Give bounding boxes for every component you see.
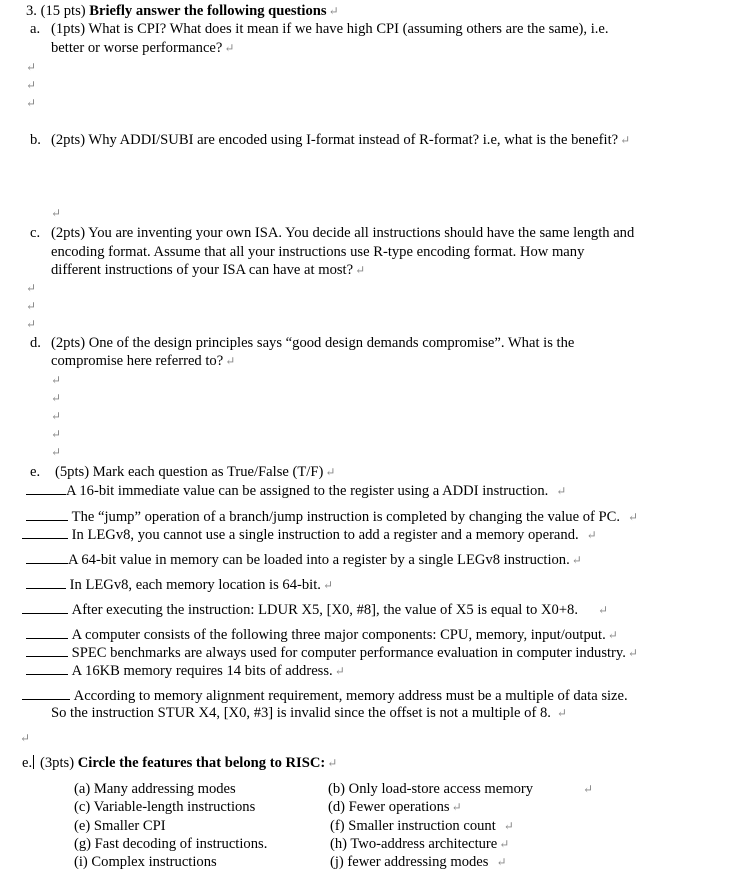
return-mark-icon: ↵	[26, 299, 37, 313]
return-mark-icon: ↵	[620, 133, 631, 147]
tf-item: A 16-bit immediate value can be assigned to the register using a ADDI instruction. ↵	[26, 481, 566, 500]
return-mark-icon: ↵	[503, 819, 514, 833]
qd-line1: (2pts) One of the design principles says “good design demands compromise”. What is the	[51, 335, 575, 351]
tf-item: In LEGv8, each memory location is 64-bit. ↵	[26, 575, 333, 594]
answer-blank[interactable]	[26, 481, 66, 495]
qf-points: (3pts)	[40, 755, 75, 771]
return-mark-icon: ↵	[26, 317, 37, 331]
tf-item: The “jump” operation of a branch/jump instruction is completed by changing the value of PC. ↵	[26, 507, 638, 526]
return-mark-icon: ↵	[571, 553, 582, 567]
answer-blank[interactable]	[26, 643, 68, 657]
qa-line1: (1pts) What is CPI? What does it mean if we have high CPI (assuming others are the same), i.e.	[51, 21, 609, 37]
return-mark-icon: ↵	[51, 445, 62, 459]
return-mark-icon: ↵	[627, 646, 638, 660]
return-mark-icon: ↵	[499, 837, 510, 851]
tf-item: SPEC benchmarks are always used for computer performance evaluation in computer industry. ↵	[26, 643, 638, 662]
qa-line2: better or worse performance? ↵	[51, 40, 235, 56]
return-mark-icon: ↵	[327, 756, 338, 770]
return-mark-icon: ↵	[583, 782, 594, 796]
qe-intro: (5pts) Mark each question as True/False (T/F) ↵	[55, 464, 336, 480]
qf-header	[40, 754, 337, 772]
question-points: (15 pts)	[40, 3, 86, 19]
answer-blank[interactable]	[26, 575, 66, 589]
answer-blank[interactable]	[22, 686, 70, 700]
return-mark-icon: ↵	[322, 578, 333, 592]
qc-label: c.	[30, 225, 41, 241]
option-b[interactable]: (b) Only load-store access memory	[328, 781, 534, 797]
return-mark-icon: ↵	[26, 78, 37, 92]
question-header	[26, 2, 339, 20]
return-mark-icon: ↵	[51, 427, 62, 441]
qc-line1: (2pts) You are inventing your own ISA. You decide all instructions should have the same length and	[51, 225, 635, 241]
tf-item: A 16KB memory requires 14 bits of address. ↵	[26, 661, 345, 680]
qd-line2: compromise here referred to? ↵	[51, 353, 236, 369]
qa-label: a.	[30, 21, 41, 37]
return-mark-icon: ↵	[225, 354, 236, 368]
option-i[interactable]: (i) Complex instructions	[74, 854, 217, 870]
return-mark-icon: ↵	[26, 96, 37, 110]
return-mark-icon: ↵	[556, 484, 567, 498]
question-title: Briefly answer the following questions	[89, 3, 327, 19]
return-mark-icon: ↵	[607, 628, 618, 642]
return-mark-icon: ↵	[556, 706, 567, 720]
tf-item: According to memory alignment requirement, memory address must be a multiple of data size.	[22, 686, 628, 705]
tf-item: A 64-bit value in memory can be loaded into a register by a single LEGv8 instruction. ↵	[26, 550, 582, 569]
option-h[interactable]: (h) Two-address architecture ↵	[330, 836, 510, 852]
return-mark-icon: ↵	[328, 4, 339, 18]
qd-label: d.	[30, 335, 41, 351]
return-mark-icon: ↵	[224, 41, 235, 55]
return-mark-icon: ↵	[586, 528, 597, 542]
tf-item: A computer consists of the following three major components: CPU, memory, input/output. ↵	[26, 625, 618, 644]
option-a[interactable]: (a) Many addressing modes	[74, 781, 236, 797]
qf-label: e.	[22, 755, 33, 771]
return-mark-icon: ↵	[628, 510, 639, 524]
qc-line3: different instructions of your ISA can have at most? ↵	[51, 262, 366, 278]
option-g[interactable]: (g) Fast decoding of instructions.	[74, 836, 268, 852]
option-e[interactable]: (e) Smaller CPI	[74, 818, 166, 834]
return-mark-icon: ↵	[20, 731, 31, 745]
return-mark-icon: ↵	[325, 465, 336, 479]
text-cursor	[33, 755, 34, 769]
qf-title: Circle the features that belong to RISC:	[77, 755, 326, 771]
option-c[interactable]: (c) Variable-length instructions	[74, 799, 256, 815]
return-mark-icon: ↵	[334, 664, 345, 678]
return-mark-icon: ↵	[496, 855, 507, 869]
option-d[interactable]: (d) Fewer operations ↵	[328, 799, 462, 815]
question-number: 3.	[26, 3, 37, 19]
answer-blank[interactable]	[22, 600, 68, 614]
answer-blank[interactable]	[26, 625, 68, 639]
return-mark-icon: ↵	[355, 263, 366, 277]
return-mark-icon: ↵	[51, 206, 62, 220]
answer-blank[interactable]	[26, 661, 68, 675]
return-mark-icon: ↵	[26, 60, 37, 74]
tf-item: After executing the instruction: LDUR X5, [X0, #8], the value of X5 is equal to X0+8. ↵	[22, 600, 608, 619]
return-mark-icon: ↵	[598, 603, 609, 617]
tf-item-continuation: So the instruction STUR X4, [X0, #3] is invalid since the offset is not a multiple of 8. ↵	[51, 705, 567, 721]
return-mark-icon: ↵	[26, 281, 37, 295]
return-mark-icon: ↵	[51, 409, 62, 423]
answer-blank[interactable]	[22, 525, 68, 539]
qc-line2: encoding format. Assume that all your instructions use R-type encoding format. How many	[51, 244, 585, 260]
option-f[interactable]: (f) Smaller instruction count ↵	[330, 818, 514, 834]
return-mark-icon: ↵	[51, 373, 62, 387]
qb-line1: (2pts) Why ADDI/SUBI are encoded using I-format instead of R-format? i.e, what is the benefit? ↵	[51, 132, 631, 148]
qb-label: b.	[30, 132, 41, 148]
return-mark-icon: ↵	[451, 800, 462, 814]
option-j[interactable]: (j) fewer addressing modes ↵	[330, 854, 507, 870]
answer-blank[interactable]	[26, 550, 68, 564]
answer-blank[interactable]	[26, 507, 68, 521]
qe-label: e.	[30, 464, 41, 480]
return-mark-icon: ↵	[51, 391, 62, 405]
tf-item: In LEGv8, you cannot use a single instruction to add a register and a memory operand. ↵	[22, 525, 597, 544]
